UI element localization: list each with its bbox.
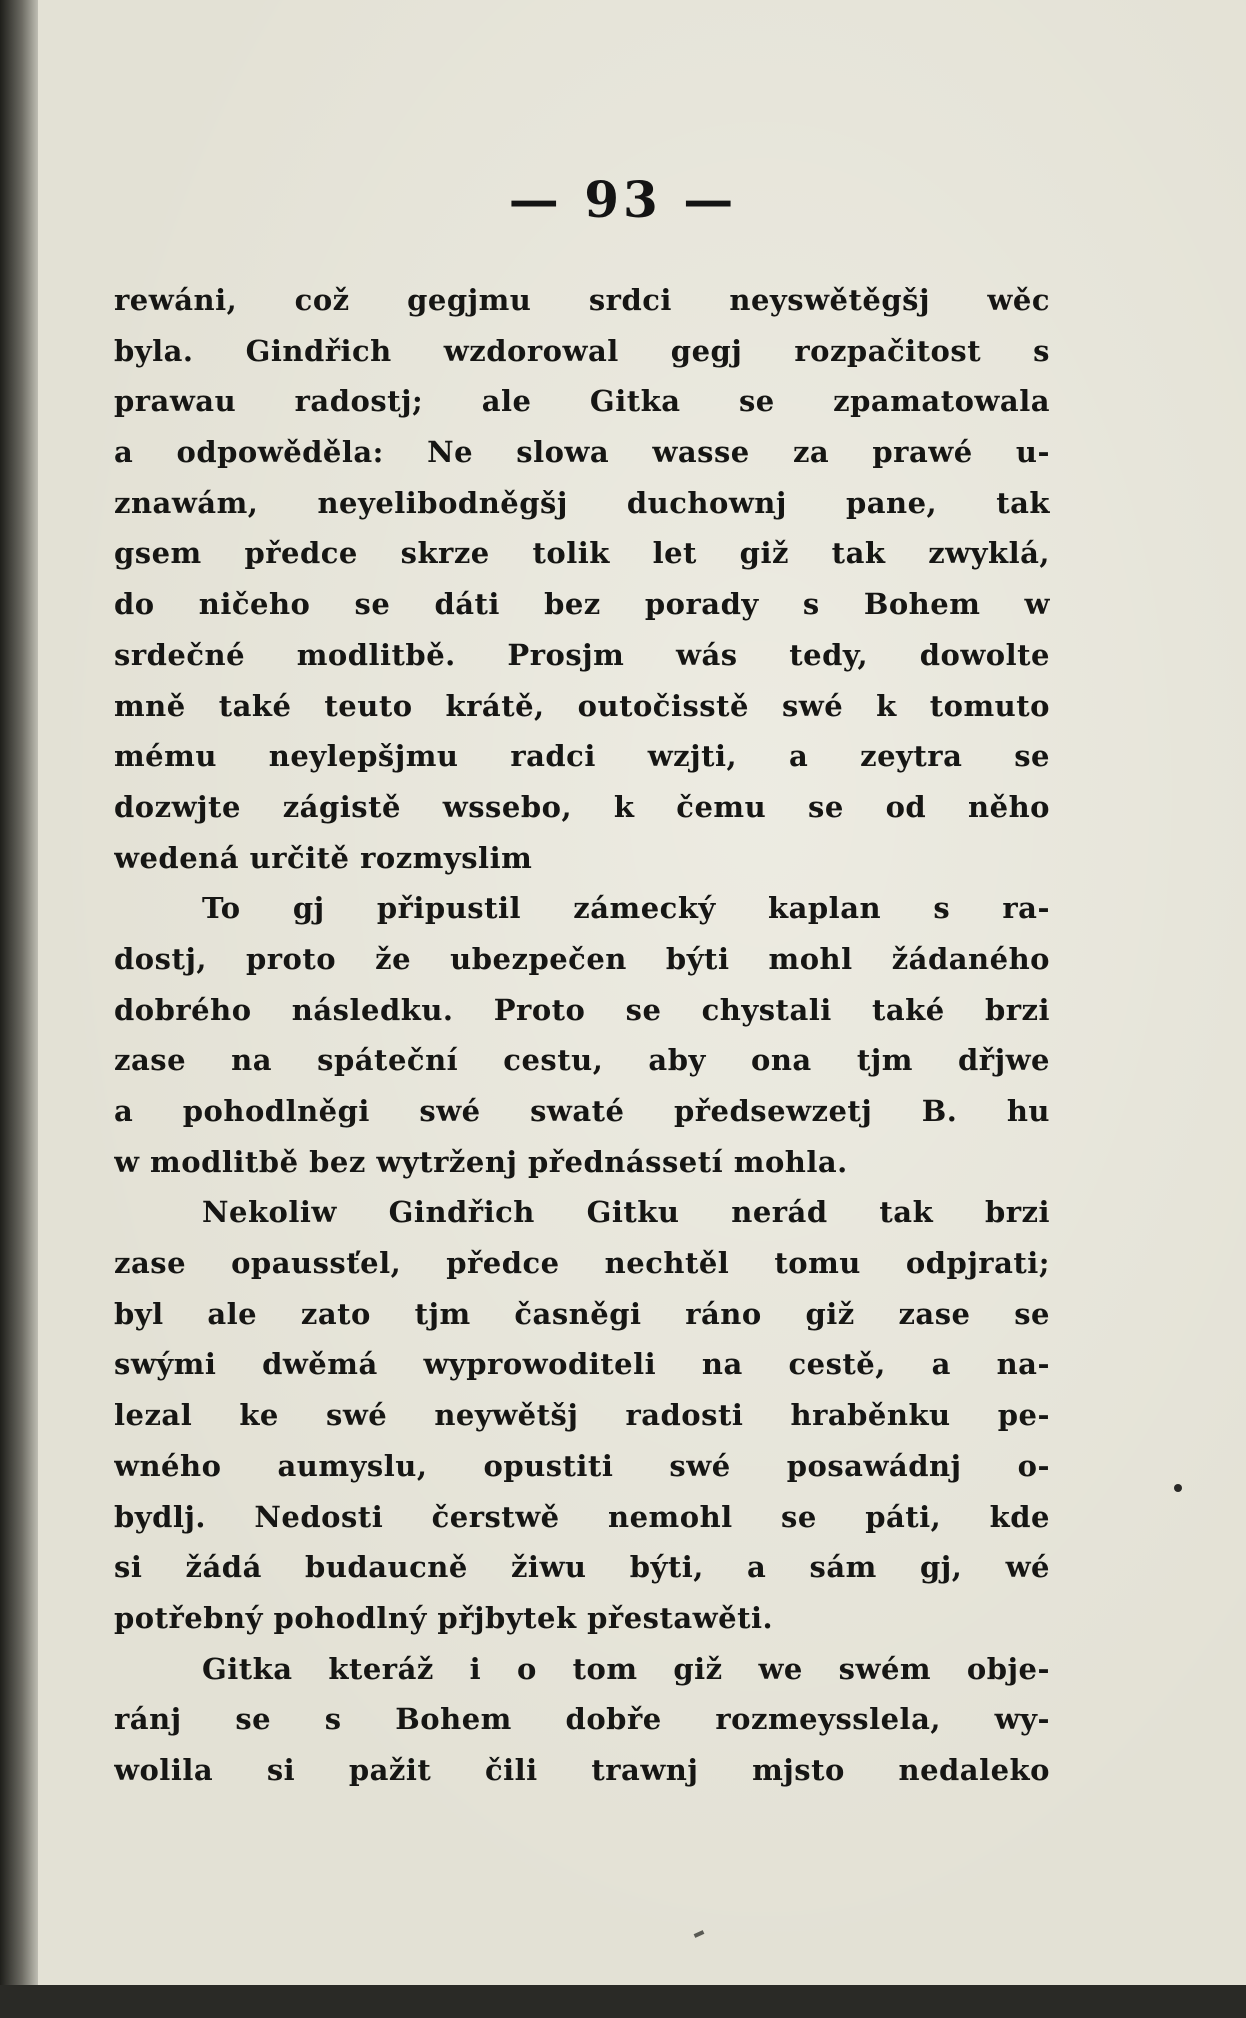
text-line: gsem předce skrze tolik let giž tak zwyklá, xyxy=(114,536,1050,571)
text-line: zase na spáteční cestu, aby ona tjm dřjwe xyxy=(114,1043,1050,1078)
text-line: do ničeho se dáti bez porady s Bohem w xyxy=(114,587,1050,622)
text-line: byla. Gindřich wzdorowal gegj rozpačitost s xyxy=(114,333,1050,368)
text-line: znawám, neyelibodněgšj duchownj pane, tak xyxy=(114,485,1050,520)
text-line: lezal ke swé neywětšj radosti hraběnku pe- xyxy=(114,1398,1050,1433)
text-line: Gitka kteráž i o tom giž we swém obje- xyxy=(202,1651,1050,1686)
text-line: wného aumyslu, opustiti swé posawádnj o- xyxy=(114,1448,1050,1483)
page-number: — 93 — xyxy=(508,170,738,229)
book-gutter xyxy=(0,0,40,2018)
text-line: ránj se s Bohem dobře rozmeysslela, wy- xyxy=(114,1702,1050,1737)
margin-ink-spot xyxy=(1174,1484,1182,1492)
text-line: wedená určitě rozmyslim xyxy=(114,840,533,875)
text-line: dostj, proto že ubezpečen býti mohl žádaného xyxy=(114,941,1050,976)
text-line: si žádá budaucně žiwu býti, a sám gj, wé xyxy=(114,1550,1050,1585)
text-line: mému neylepšjmu radci wzjti, a zeytra se xyxy=(114,739,1050,774)
text-line: rewáni, což gegjmu srdci neyswětěgšj wěc xyxy=(114,283,1050,317)
scan-bottom-edge xyxy=(0,1985,1246,2018)
text-line: zase opaussťel, předce nechtěl tomu odpjrati; xyxy=(114,1246,1050,1281)
page-text xyxy=(114,275,1050,1796)
text-line: dobrého následku. Proto se chystali také brzi xyxy=(114,992,1050,1027)
text-line: To gj připustil zámecký kaplan s ra- xyxy=(202,891,1050,926)
text-line: Nekoliw Gindřich Gitku nerád tak brzi xyxy=(202,1195,1050,1230)
text-line: srdečné modlitbě. Prosjm wás tedy, dowolte xyxy=(114,637,1050,672)
text-line: dozwjte zágistě wssebo, k čemu se od něho xyxy=(114,789,1050,824)
text-line: w modlitbě bez wytrženj přednássetí mohla. xyxy=(114,1144,848,1179)
text-line: mně také teuto krátě, outočisstě swé k tomuto xyxy=(114,688,1050,723)
text-line: bydlj. Nedosti čerstwě nemohl se páti, kde xyxy=(114,1499,1050,1534)
text-line: a odpowěděla: Ne slowa wasse za prawé u- xyxy=(114,435,1050,470)
text-line: wolila si pažit čili trawnj mjsto nedaleko xyxy=(114,1752,1050,1787)
text-line: a pohodlněgi swé swaté předsewzetj B. hu xyxy=(114,1094,1050,1128)
text-line: byl ale zato tjm časněgi ráno giž zase se xyxy=(114,1296,1050,1331)
text-line: potřebný pohodlný přjbytek přestawěti. xyxy=(114,1600,774,1635)
text-line: prawau radostj; ale Gitka se zpamatowala xyxy=(114,384,1050,419)
text-line: swými dwěmá wyprowoditeli na cestě, a na- xyxy=(114,1347,1050,1382)
